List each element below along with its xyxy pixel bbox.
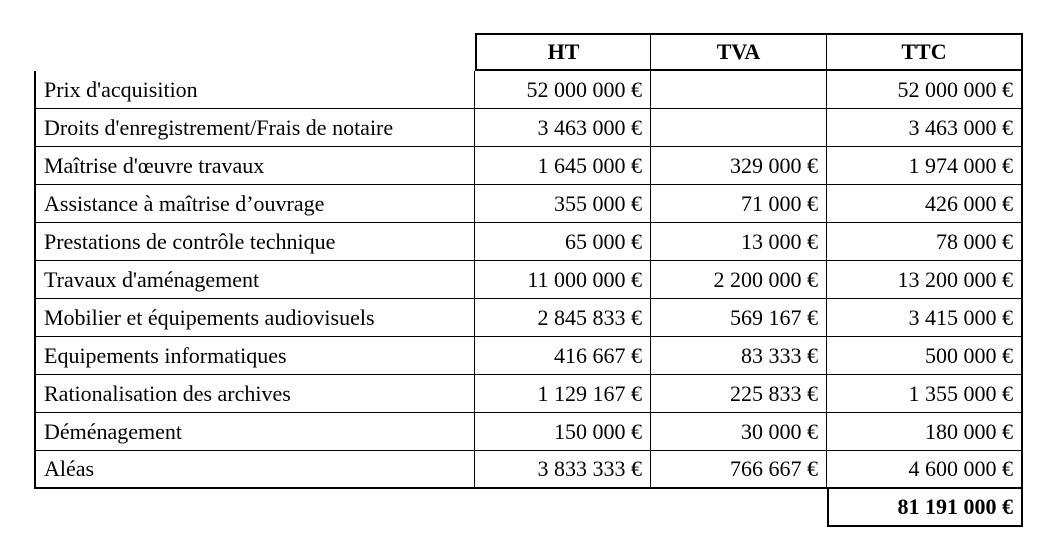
- cell-ttc: 180 000 €: [827, 413, 1023, 451]
- row-label: Assistance à maîtrise d’ouvrage: [34, 185, 475, 223]
- cell-ht: 3 833 333 €: [475, 451, 651, 489]
- cell-tva: 225 833 €: [651, 375, 827, 413]
- cell-ht: 65 000 €: [475, 223, 651, 261]
- cell-tva: 569 167 €: [651, 299, 827, 337]
- cell-tva: 13 000 €: [651, 223, 827, 261]
- total-ttc: 81 191 000 €: [827, 489, 1023, 527]
- row-label: Prestations de contrôle technique: [34, 223, 475, 261]
- row-label: Aléas: [34, 451, 475, 489]
- cell-ttc: 3 463 000 €: [827, 109, 1023, 147]
- cost-table: [34, 33, 1023, 527]
- row-label: Rationalisation des archives: [34, 375, 475, 413]
- header-ttc: TTC: [827, 33, 1023, 71]
- cell-ht: 2 845 833 €: [475, 299, 651, 337]
- row-label: Déménagement: [34, 413, 475, 451]
- header-ht: HT: [475, 33, 651, 71]
- cell-tva: 766 667 €: [651, 451, 827, 489]
- cell-ht: 11 000 000 €: [475, 261, 651, 299]
- cell-tva: 71 000 €: [651, 185, 827, 223]
- cell-ttc: 426 000 €: [827, 185, 1023, 223]
- cell-ht: 416 667 €: [475, 337, 651, 375]
- cell-ht: 355 000 €: [475, 185, 651, 223]
- cell-ht: 1 129 167 €: [475, 375, 651, 413]
- cell-ttc: 1 974 000 €: [827, 147, 1023, 185]
- cell-tva: 83 333 €: [651, 337, 827, 375]
- header-tva: TVA: [651, 33, 827, 71]
- cell-ttc: 13 200 000 €: [827, 261, 1023, 299]
- cell-ttc: 78 000 €: [827, 223, 1023, 261]
- row-label: Prix d'acquisition: [34, 71, 475, 109]
- cell-ht: 3 463 000 €: [475, 109, 651, 147]
- cell-ttc: 1 355 000 €: [827, 375, 1023, 413]
- cell-ttc: 500 000 €: [827, 337, 1023, 375]
- cell-ttc: 4 600 000 €: [827, 451, 1023, 489]
- cell-tva: [651, 71, 827, 109]
- cell-ht: 1 645 000 €: [475, 147, 651, 185]
- row-label: Equipements informatiques: [34, 337, 475, 375]
- row-label: Travaux d'aménagement: [34, 261, 475, 299]
- cell-ttc: 3 415 000 €: [827, 299, 1023, 337]
- row-label: Droits d'enregistrement/Frais de notaire: [34, 109, 475, 147]
- cell-ttc: 52 000 000 €: [827, 71, 1023, 109]
- cell-ht: 52 000 000 €: [475, 71, 651, 109]
- row-label: Maîtrise d'œuvre travaux: [34, 147, 475, 185]
- cell-tva: 2 200 000 €: [651, 261, 827, 299]
- cell-ht: 150 000 €: [475, 413, 651, 451]
- row-label: Mobilier et équipements audiovisuels: [34, 299, 475, 337]
- cell-tva: 329 000 €: [651, 147, 827, 185]
- cell-tva: 30 000 €: [651, 413, 827, 451]
- cell-tva: [651, 109, 827, 147]
- corner-blank: [34, 33, 475, 71]
